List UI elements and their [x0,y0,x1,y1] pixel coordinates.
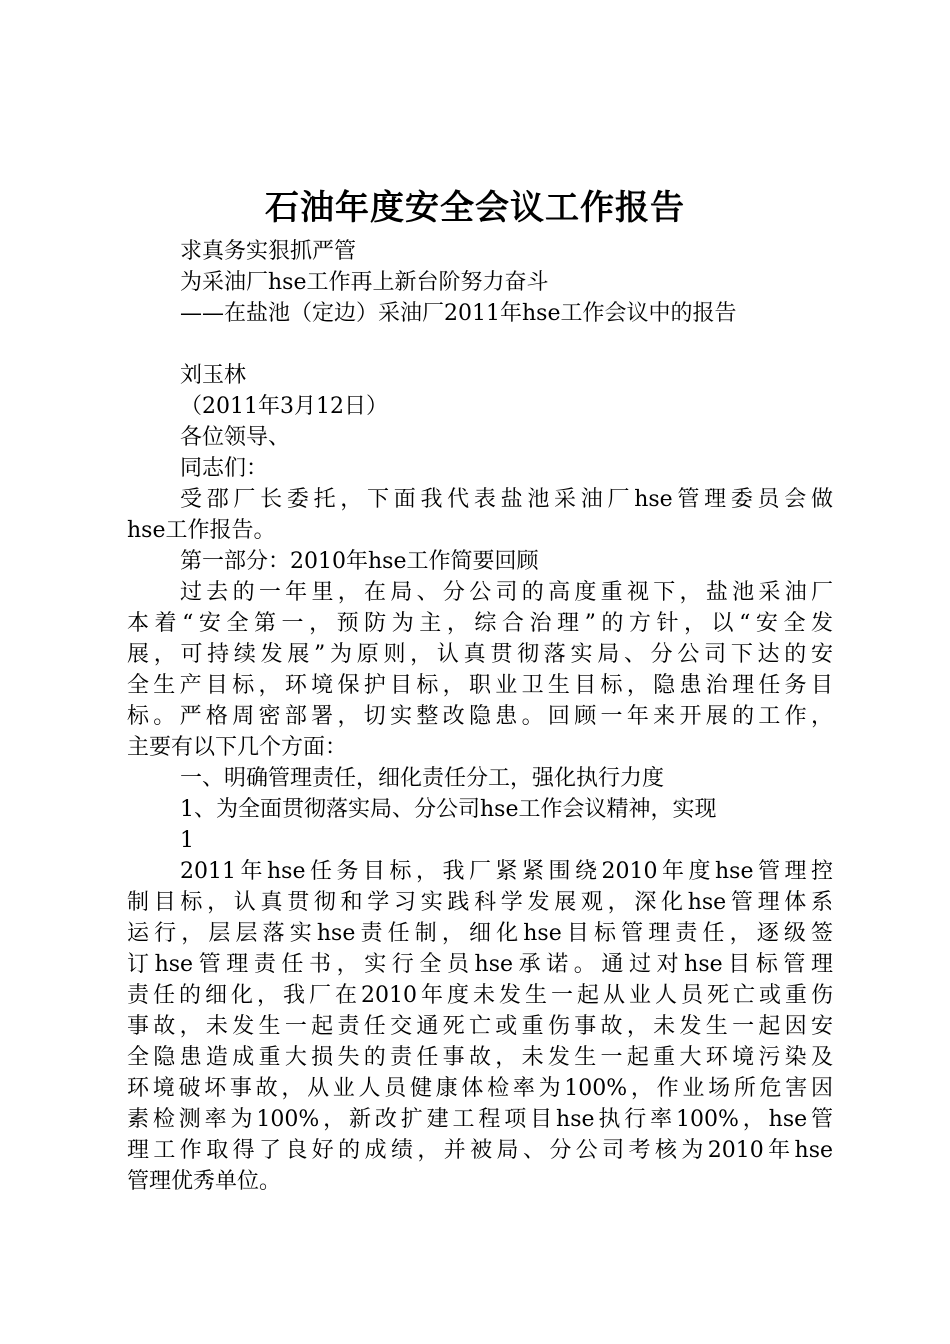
paragraph-line: 环境破坏事故，从业人员健康体检率为100%，作业场所危害因 [127,1076,833,1101]
salutation-line: 同志们： [180,456,269,481]
subtitle-line: 为采油厂hse工作再上新台阶努力奋斗 [180,270,549,295]
document-title: 石油年度安全会议工作报告 [265,188,685,228]
paragraph-line: 运行，层层落实hse责任制，细化hse目标管理责任，逐级签 [127,921,833,946]
paragraph-line: 责任的细化，我厂在2010年度未发生一起从业人员死亡或重伤 [127,983,833,1008]
paragraph-line: 素检测率为100%，新改扩建工程项目hse执行率100%，hse管 [127,1107,833,1132]
paragraph-line: 展，可持续发展”为原则，认真贯彻落实局、分公司下达的安 [127,642,833,667]
paragraph-line: hse工作报告。 [127,518,276,543]
paragraph-line: 订hse管理责任书，实行全员hse承诺。通过对hse目标管理 [127,952,833,977]
paragraph-line: 全生产目标，环境保护目标，职业卫生目标，隐患治理任务目 [127,673,833,698]
paragraph-line: 本着“安全第一，预防为主，综合治理”的方针，以“安全发 [127,611,833,636]
document-body [127,236,833,1197]
report-date: （2011年3月12日） [180,394,388,419]
paragraph-line: 主要有以下几个方面： [127,735,348,760]
paragraph-line: 1、为全面贯彻落实局、分公司hse工作会议精神，实现 [180,797,717,822]
paragraph-line: 2011年hse任务目标，我厂紧紧围绕2010年度hse管理控 [180,859,833,884]
paragraph-line: 过去的一年里，在局、分公司的高度重视下，盐池采油厂 [180,580,833,605]
salutation-line: 各位领导、 [180,425,291,450]
paragraph-line: 理工作取得了良好的成绩，并被局、分公司考核为2010年hse [127,1138,833,1163]
subtitle-line: ——在盐池（定边）采油厂2011年hse工作会议中的报告 [180,301,737,326]
subtitle-line: 求真务实狠抓严管 [180,239,357,264]
author-name: 刘玉林 [180,363,247,388]
paragraph-line: 制目标，认真贯彻和学习实践科学发展观，深化hse管理体系 [127,890,833,915]
paragraph-line: 管理优秀单位。 [127,1169,282,1194]
page-number: 1 [180,828,194,853]
blank-line [127,329,833,360]
paragraph-line: 事故，未发生一起责任交通死亡或重伤事故，未发生一起因安 [127,1014,833,1039]
paragraph-line: 受邵厂长委托，下面我代表盐池采油厂hse管理委员会做 [180,487,833,512]
paragraph-line: 全隐患造成重大损失的责任事故，未发生一起重大环境污染及 [127,1045,833,1070]
subsection-heading: 一、明确管理责任，细化责任分工，强化执行力度 [180,766,665,791]
paragraph-line: 标。严格周密部署，切实整改隐患。回顾一年来开展的工作， [127,704,833,729]
section-heading: 第一部分：2010年hse工作简要回顾 [180,549,539,574]
